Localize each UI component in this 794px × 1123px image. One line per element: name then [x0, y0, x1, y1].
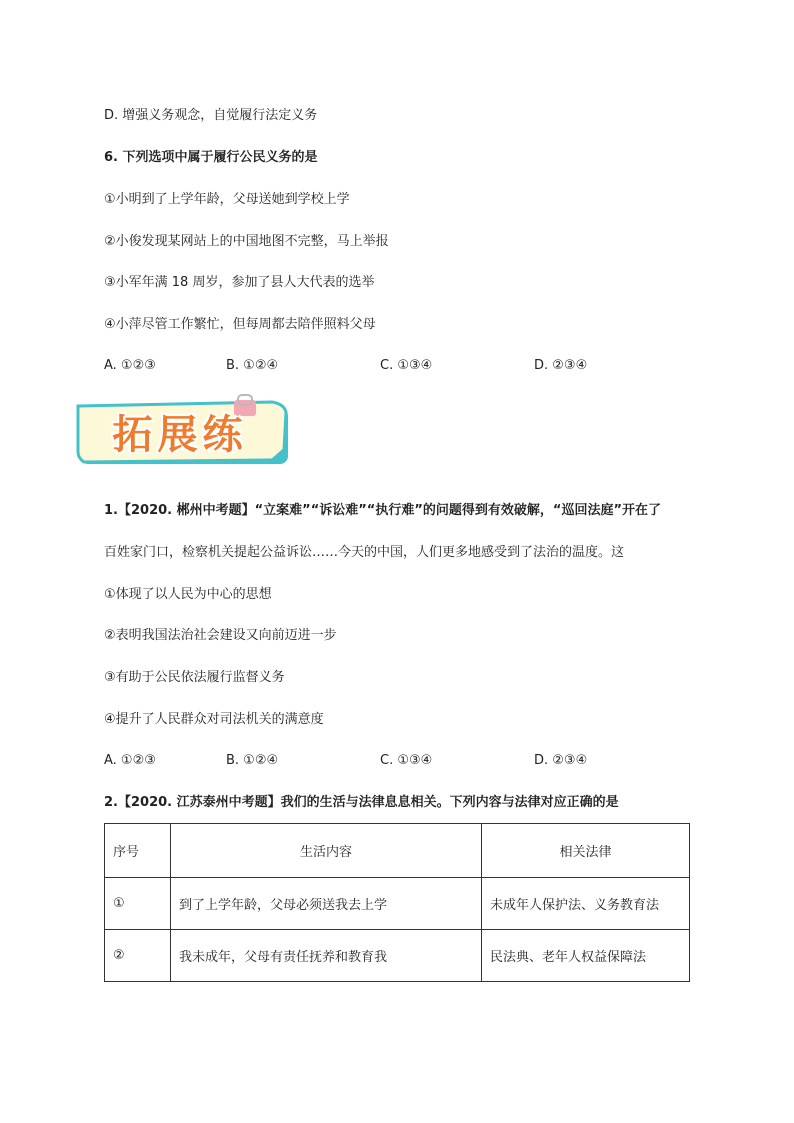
row-index: ① — [105, 878, 171, 930]
row-related-law: 未成年人保护法、义务教育法 — [482, 878, 690, 930]
ex1-option-d: D. ②③④ — [534, 753, 588, 768]
row-related-law: 民法典、老年人权益保障法 — [482, 930, 690, 982]
q6-option-a: A. ①②③ — [104, 358, 156, 373]
q6-option-b: B. ①②④ — [226, 358, 279, 373]
ex1-option-a: A. ①②③ — [104, 753, 156, 768]
ex1-options — [104, 752, 704, 770]
q5-option-d: D. 增强义务观念，自觉履行法定义务 — [104, 108, 318, 123]
law-table — [104, 823, 690, 982]
header-index: 序号 — [105, 824, 171, 878]
header-life-content: 生活内容 — [171, 824, 482, 878]
table-header-row — [105, 824, 690, 878]
ex1-question-line1: 1.【2020. 郴州中考题】“立案难”“诉讼难”“执行难”的问题得到有效破解，“巡回法庭”开在了 — [104, 503, 661, 518]
q6-question: 6. 下列选项中属于履行公民义务的是 — [104, 150, 318, 165]
ex1-option-b: B. ①②④ — [226, 753, 279, 768]
q6-item-1: ①小明到了上学年龄，父母送她到学校上学 — [104, 192, 350, 207]
row-life-content: 我未成年，父母有责任抚养和教育我 — [171, 930, 482, 982]
ex2-question: 2.【2020. 江苏泰州中考题】我们的生活与法律息息相关。下列内容与法律对应正确的是 — [104, 795, 619, 810]
q6-item-3: ③小军年满 18 周岁，参加了县人大代表的选举 — [104, 275, 375, 290]
section-banner — [74, 398, 300, 470]
section-title: 拓展练 — [112, 411, 248, 458]
q6-option-d: D. ②③④ — [534, 358, 588, 373]
q6-item-4: ④小萍尽管工作繁忙，但每周都去陪伴照料父母 — [104, 317, 376, 332]
q6-item-2: ②小俊发现某网站上的中国地图不完整，马上举报 — [104, 234, 389, 249]
ex1-question-line2: 百姓家门口，检察机关提起公益诉讼……今天的中国，人们更多地感受到了法治的温度。这 — [104, 545, 625, 560]
row-life-content: 到了上学年龄，父母必须送我去上学 — [171, 878, 482, 930]
table-row — [105, 878, 690, 930]
header-related-law: 相关法律 — [482, 824, 690, 878]
ex1-item-3: ③有助于公民依法履行监督义务 — [104, 670, 285, 685]
ex1-item-2: ②表明我国法治社会建设又向前迈进一步 — [104, 628, 337, 643]
ex1-item-4: ④提升了人民群众对司法机关的满意度 — [104, 712, 324, 727]
row-index: ② — [105, 930, 171, 982]
ex1-option-c: C. ①③④ — [380, 753, 433, 768]
q6-option-c: C. ①③④ — [380, 358, 433, 373]
table-row — [105, 930, 690, 982]
q6-options — [104, 357, 704, 375]
ex1-item-1: ①体现了以人民为中心的思想 — [104, 587, 272, 602]
